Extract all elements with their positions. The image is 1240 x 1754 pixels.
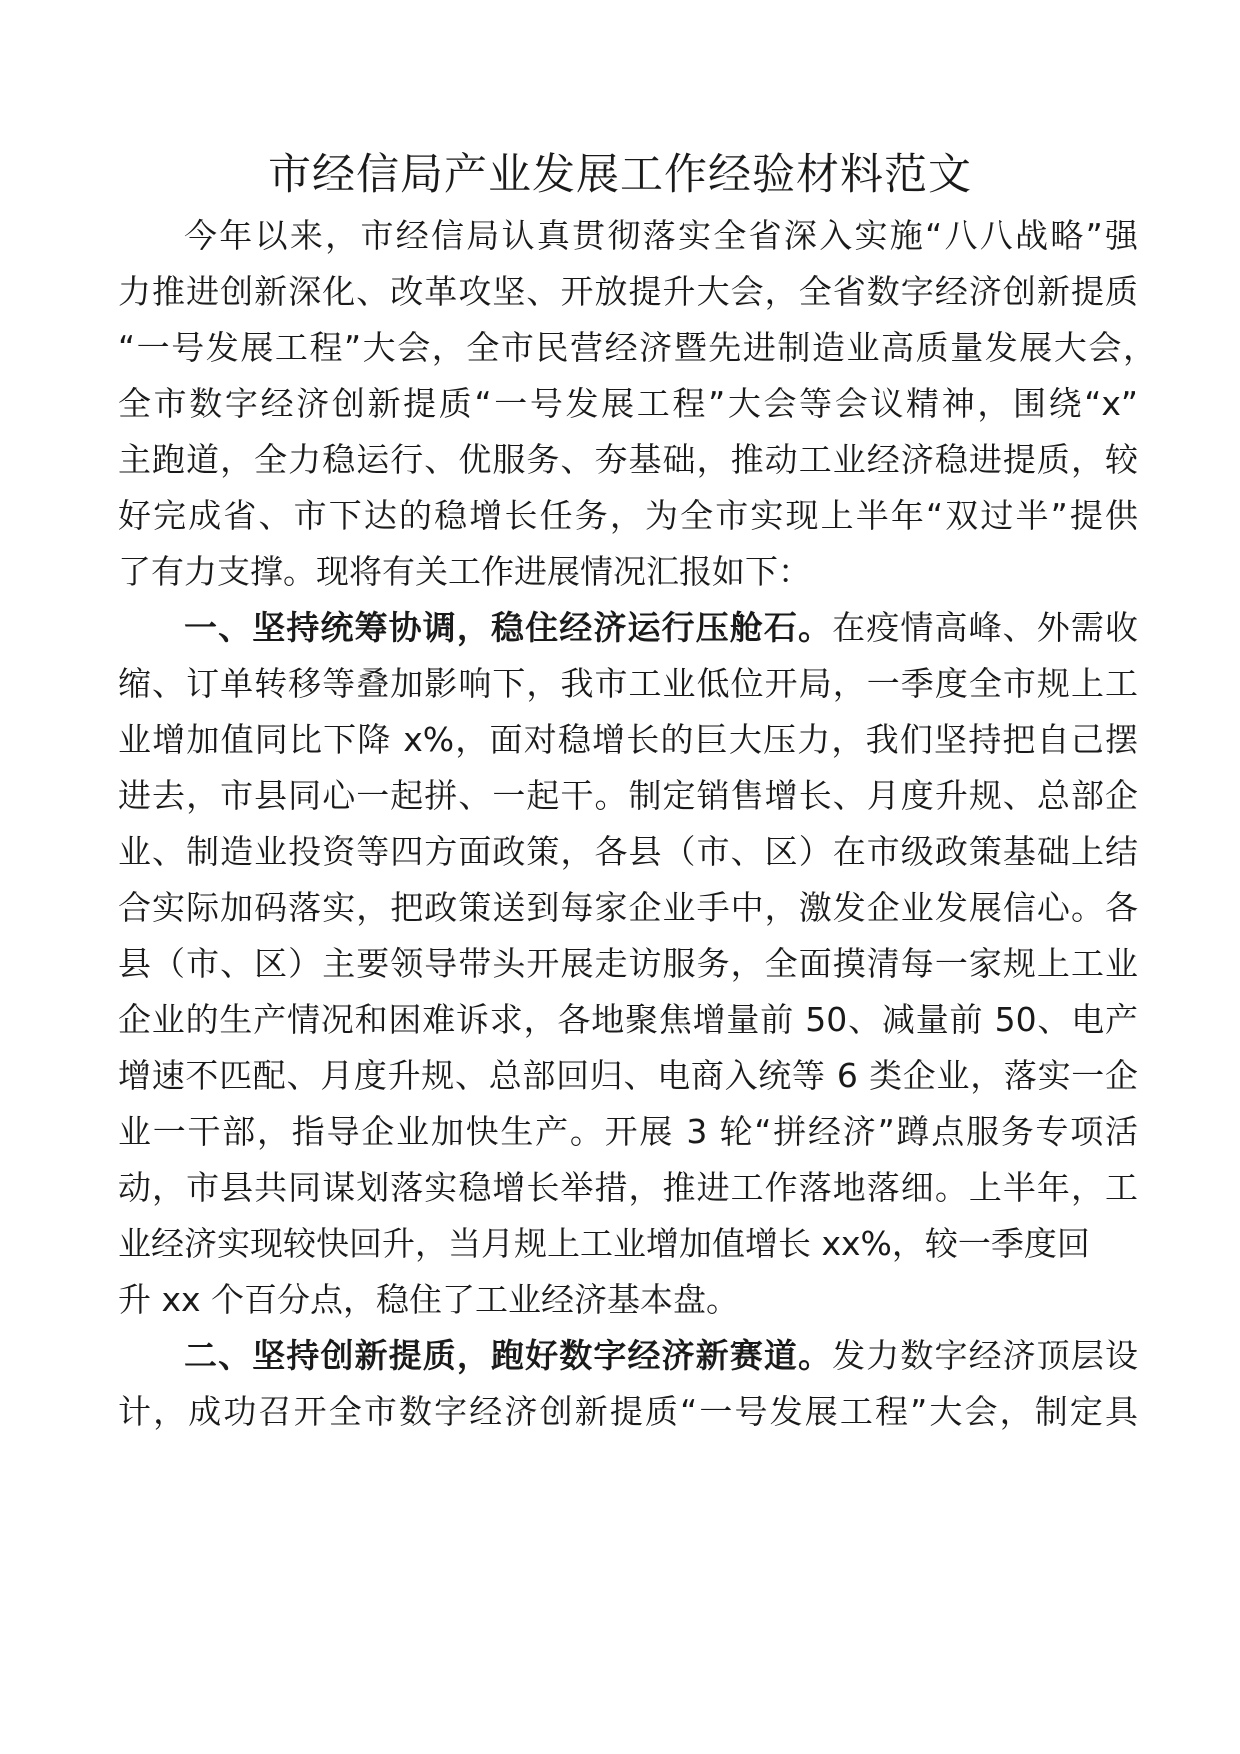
intro-line: 全市数字经济创新提质“一号发展工程”大会等会议精神，围绕“x” [118,384,1138,423]
section1-heading: 一、坚持统筹协调，稳住经济运行压舱石。 [184,608,833,647]
section2-first-line-text: 发力数字经济顶层设 [832,1336,1139,1375]
document-title: 市经信局产业发展工作经验材料范文 [268,150,972,200]
intro-line: 好完成省、市下达的稳增长任务，为全市实现上半年“双过半”提供 [118,496,1138,535]
section1-first-line [184,604,1138,652]
section1-line: 业、制造业投资等四方面政策，各县（市、区）在市级政策基础上结 [118,832,1138,871]
section1-first-line-text: 在疫情高峰、外需收 [832,608,1139,647]
section1-line: 业经济实现较快回升，当月规上工业增加值增长 xx%，较一季度回 [118,1224,1090,1263]
intro-line: 力推进创新深化、改革攻坚、开放提升大会，全省数字经济创新提质 [118,272,1138,311]
intro-line: “一号发展工程”大会，全市民营经济暨先进制造业高质量发展大会， [118,328,1156,367]
intro-line: 今年以来，市经信局认真贯彻落实全省深入实施“八八战略”强 [184,216,1138,255]
section1-line: 业一干部，指导企业加快生产。开展 3 轮“拼经济”蹲点服务专项活 [118,1112,1138,1151]
section1-line: 合实际加码落实，把政策送到每家企业手中，激发企业发展信心。各 [118,888,1138,927]
intro-line: 了有力支撑。现将有关工作进展情况汇报如下： [118,552,811,591]
section1-line: 动，市县共同谋划落实稳增长举措，推进工作落地落细。上半年，工 [118,1168,1138,1207]
section1-line: 县（市、区）主要领导带头开展走访服务，全面摸清每一家规上工业 [118,944,1138,983]
section1-line: 业增加值同比下降 x%，面对稳增长的巨大压力，我们坚持把自己摆 [118,720,1138,759]
section2-line: 计，成功召开全市数字经济创新提质“一号发展工程”大会，制定具 [118,1392,1138,1431]
section1-line: 进去，市县同心一起拼、一起干。制定销售增长、月度升规、总部企 [118,776,1138,815]
section1-line: 增速不匹配、月度升规、总部回归、电商入统等 6 类企业，落实一企 [118,1056,1138,1095]
intro-line: 主跑道，全力稳运行、优服务、夯基础，推动工业经济稳进提质，较 [118,440,1138,479]
section2-heading: 二、坚持创新提质，跑好数字经济新赛道。 [184,1336,833,1375]
section1-line: 缩、订单转移等叠加影响下，我市工业低位开局，一季度全市规上工 [118,664,1138,703]
section1-line: 企业的生产情况和困难诉求，各地聚焦增量前 50、减量前 50、电产 [118,1000,1138,1039]
section2-first-line [184,1332,1138,1380]
section1-line: 升 xx 个百分点，稳住了工业经济基本盘。 [118,1280,740,1319]
